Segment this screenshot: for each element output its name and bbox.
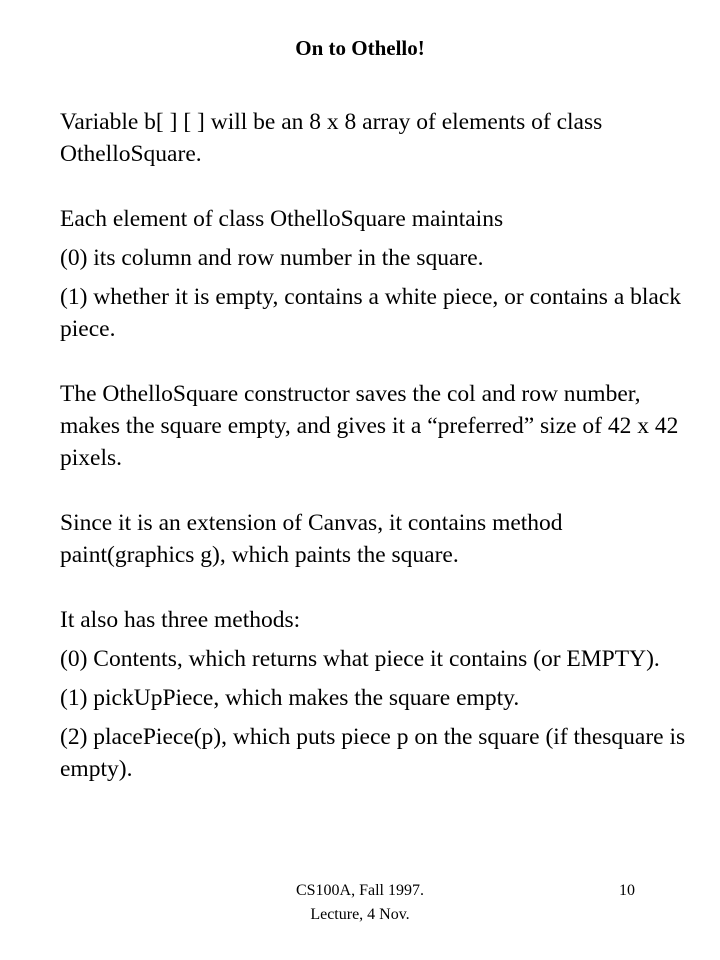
footer-course-info [240,879,480,927]
paragraph-array-declaration: Variable b[ ] [ ] will be an 8 x 8 array of elements of class OthelloSquare. [60,109,603,167]
paragraph-method-contents: (0) Contents, which returns what piece it contains (or EMPTY). [60,646,660,672]
paragraph-method-place: (2) placePiece(p), which puts piece p on the square (if thesquare is empty). [60,724,686,782]
paragraph-method-pickup: (1) pickUpPiece, which makes the square empty. [60,685,520,711]
paragraph-methods-intro: It also has three methods: [60,607,301,633]
slide-body [60,106,700,785]
paragraph-canvas-extension: Since it is an extension of Canvas, it contains method paint(graphics g), which paints the square. [60,510,563,568]
paragraph-constructor: The OthelloSquare constructor saves the col and row number, makes the square empty, and gives it a “preferred” size of 42 x 42 pixels. [60,381,679,471]
paragraph-maintains-intro: Each element of class OthelloSquare maintains [60,206,504,232]
paragraph-maintains-item-0: (0) its column and row number in the square. [60,245,484,271]
page-number: 10 [619,882,635,899]
footer-course-line: CS100A, Fall 1997. [295,882,424,899]
paragraph-maintains-item-1: (1) whether it is empty, contains a white piece, or contains a black piece. [60,284,682,342]
slide-title: On to Othello! [295,36,425,60]
footer-lecture-line: Lecture, 4 Nov. [310,906,410,923]
